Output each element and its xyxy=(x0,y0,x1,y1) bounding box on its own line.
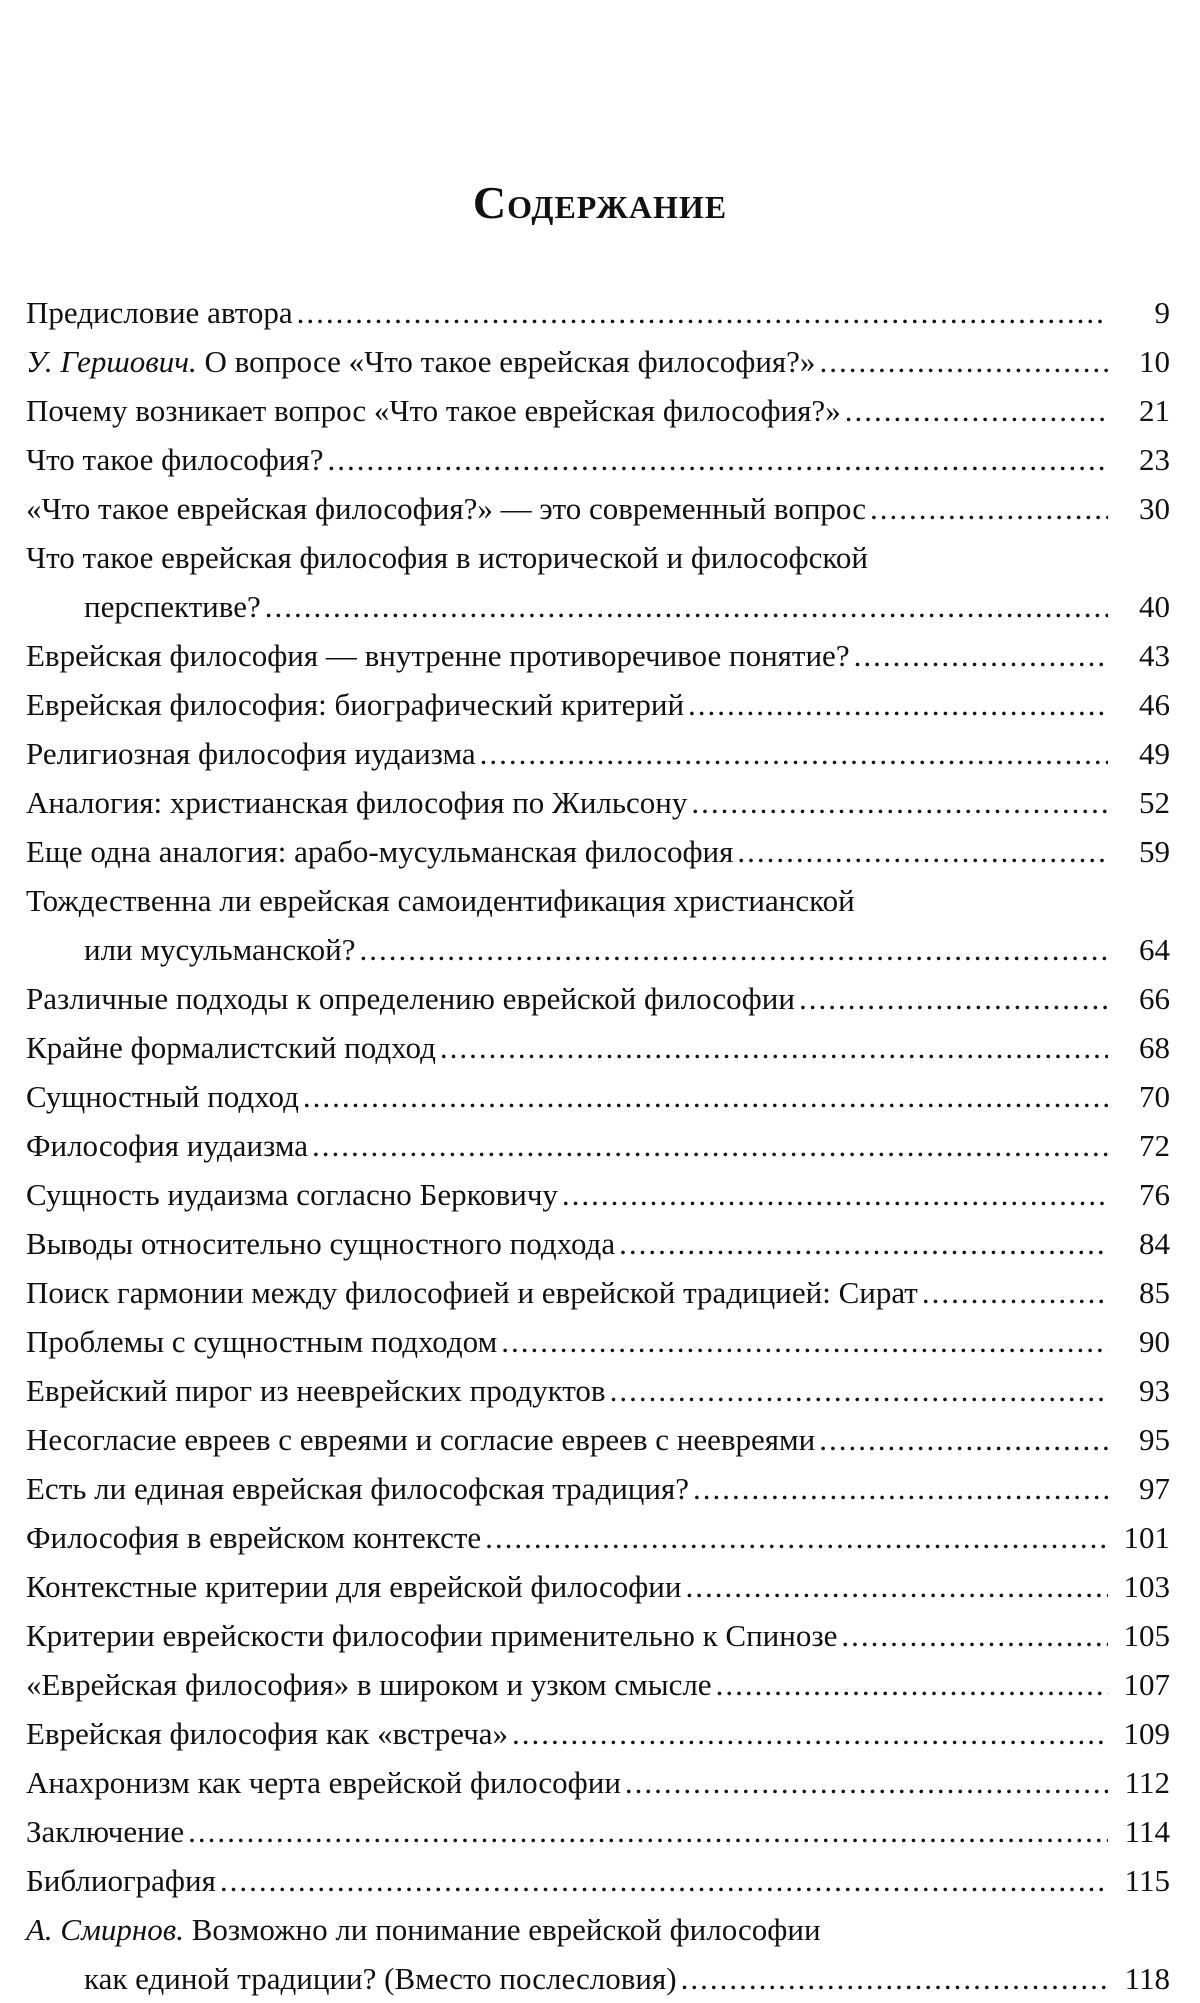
toc-entry-line xyxy=(26,631,1110,680)
dot-leader xyxy=(845,386,1108,435)
dot-leader xyxy=(819,337,1108,386)
toc-entry-title: Еще одна аналогия: арабо-мусульманская философия xyxy=(26,834,734,869)
toc-entry-line xyxy=(26,1464,1110,1513)
toc-entry xyxy=(26,680,1170,729)
toc-entry-label xyxy=(26,386,841,435)
toc-entry-label xyxy=(26,337,815,386)
toc-entry-line xyxy=(26,1611,1110,1660)
toc-entry-label xyxy=(26,778,687,827)
toc-entry-title-line1: Что такое еврейская философия в исторической и философской xyxy=(26,540,868,575)
toc-entry-page-number: 9 xyxy=(1154,295,1170,330)
toc-entry-title: Несогласие евреев с евреями и согласие евреев с неевреями xyxy=(26,1422,816,1457)
toc-entry-page-number: 115 xyxy=(1124,1863,1170,1898)
toc-entry xyxy=(26,827,1170,876)
toc-entry-page-number: 59 xyxy=(1139,834,1170,869)
toc-entry-page-number: 49 xyxy=(1139,736,1170,771)
toc-entry-first-line xyxy=(26,876,1110,925)
toc-entry xyxy=(26,1366,1170,1415)
toc-entry-page-number: 109 xyxy=(1123,1716,1170,1751)
toc-entry-page-number: 101 xyxy=(1123,1520,1170,1555)
toc-entry-title: Заключение xyxy=(26,1814,185,1849)
dot-leader xyxy=(688,680,1108,729)
toc-entry xyxy=(26,1856,1170,1905)
toc-entry-page-number: 84 xyxy=(1139,1226,1170,1261)
toc-entry-line xyxy=(26,337,1110,386)
toc-entry-page-number: 118 xyxy=(1124,1961,1170,1996)
toc-entry-label xyxy=(26,1464,689,1513)
toc-entry-line xyxy=(26,386,1110,435)
toc-entry-title: Что такое философия? xyxy=(26,442,324,477)
dot-leader xyxy=(693,1464,1108,1513)
toc-entry-label xyxy=(26,631,850,680)
toc-entry xyxy=(26,1121,1170,1170)
toc-entry-page-number: 107 xyxy=(1123,1667,1170,1702)
toc-entry-title: или мусульманской? xyxy=(84,932,356,967)
toc-entry xyxy=(26,1513,1170,1562)
toc-entry-line xyxy=(26,1660,1110,1709)
toc-entry-title: Крайне формалистский подход xyxy=(26,1030,436,1065)
dot-leader xyxy=(870,484,1108,533)
toc-entry xyxy=(26,288,1170,337)
toc-entry-label xyxy=(26,1366,606,1415)
toc-entry-label xyxy=(26,1415,815,1464)
toc-entry-label xyxy=(26,1072,299,1121)
toc-entry-line xyxy=(26,1513,1110,1562)
toc-entry-title: Различные подходы к определению еврейской философии xyxy=(26,981,795,1016)
toc-entry-label xyxy=(26,974,795,1023)
toc-entry xyxy=(26,337,1170,386)
toc-entry-label xyxy=(84,582,261,631)
toc-entry-line xyxy=(26,1562,1110,1611)
toc-entry-label xyxy=(84,925,355,974)
toc-entry-title: перспективе? xyxy=(84,589,261,624)
toc-entry xyxy=(26,631,1170,680)
toc-entry-author: У. Гершович. xyxy=(26,344,197,379)
toc-entry-line xyxy=(26,729,1110,778)
dot-leader xyxy=(312,1121,1108,1170)
toc-entry-page-number: 23 xyxy=(1139,442,1170,477)
toc-entry-title: Есть ли единая еврейская философская традиция? xyxy=(26,1471,690,1506)
toc-entry-title: Поиск гармонии между философией и еврейской традицией: Сират xyxy=(26,1275,918,1310)
toc-entry-label xyxy=(26,1268,918,1317)
toc-entry xyxy=(26,1905,1170,2003)
toc-entry xyxy=(26,778,1170,827)
dot-leader xyxy=(610,1366,1108,1415)
toc-entry-line xyxy=(26,1709,1110,1758)
toc-entry-line xyxy=(26,484,1110,533)
toc-entry-label xyxy=(26,1219,615,1268)
toc-entry-title: Еврейский пирог из нееврейских продуктов xyxy=(26,1373,606,1408)
toc-entry-page-number: 85 xyxy=(1139,1275,1170,1310)
toc-entry-page-number: 52 xyxy=(1139,785,1170,820)
dot-leader xyxy=(841,1611,1108,1660)
toc-entry-label xyxy=(26,1170,558,1219)
toc-entry-line xyxy=(26,582,1110,631)
toc-entry xyxy=(26,974,1170,1023)
toc-entry-page-number: 95 xyxy=(1139,1422,1170,1457)
dot-leader xyxy=(737,827,1108,876)
toc-entry-first-line xyxy=(26,1905,1110,1954)
toc-entry-title: Выводы относительно сущностного подхода xyxy=(26,1226,616,1261)
toc-entry-label xyxy=(26,729,476,778)
dot-leader xyxy=(716,1660,1108,1709)
toc-entry xyxy=(26,1317,1170,1366)
toc-entry-page-number: 43 xyxy=(1139,638,1170,673)
dot-leader xyxy=(562,1170,1108,1219)
toc-entry-line xyxy=(26,1856,1110,1905)
toc-entry xyxy=(26,1709,1170,1758)
dot-leader xyxy=(922,1268,1108,1317)
toc-entry-title: Аналогия: христианская философия по Жильсону xyxy=(26,785,688,820)
toc-entry-title: Еврейская философия: биографический критерий xyxy=(26,687,685,722)
toc-entry-page-number: 90 xyxy=(1139,1324,1170,1359)
dot-leader xyxy=(480,729,1108,778)
toc-entry-line xyxy=(26,1758,1110,1807)
toc-entry-label xyxy=(26,1807,184,1856)
toc-entry xyxy=(26,1170,1170,1219)
toc-entry-page-number: 64 xyxy=(1139,932,1170,967)
toc-entry-title: Почему возникает вопрос «Что такое еврейская философия?» xyxy=(26,393,841,428)
toc-entry-page-number: 105 xyxy=(1123,1618,1170,1653)
toc-entry xyxy=(26,1219,1170,1268)
toc-entry-title: «Что такое еврейская философия?» — это современный вопрос xyxy=(26,491,866,526)
toc-entry-line xyxy=(26,1121,1110,1170)
toc-entry-line xyxy=(26,680,1110,729)
toc-entry xyxy=(26,1023,1170,1072)
toc-entry-title: Предисловие автора xyxy=(26,295,293,330)
dot-leader xyxy=(512,1709,1108,1758)
toc-entry-line xyxy=(26,974,1110,1023)
toc-entry-page-number: 97 xyxy=(1139,1471,1170,1506)
toc-entry xyxy=(26,1464,1170,1513)
toc-entry-title: Еврейская философия как «встреча» xyxy=(26,1716,509,1751)
toc-entry-line xyxy=(26,1268,1110,1317)
dot-leader xyxy=(440,1023,1108,1072)
toc-entry-label xyxy=(26,484,866,533)
toc-entry-line xyxy=(26,435,1110,484)
dot-leader xyxy=(297,288,1108,337)
toc-entry-label xyxy=(26,1562,681,1611)
toc-entry-page-number: 21 xyxy=(1139,393,1170,428)
toc-entry-line xyxy=(26,827,1110,876)
toc-entry-label xyxy=(26,435,323,484)
dot-leader xyxy=(854,631,1108,680)
toc-entry-line xyxy=(26,1023,1110,1072)
toc-entry-line xyxy=(26,1317,1110,1366)
table-of-contents xyxy=(26,288,1170,2003)
dot-leader xyxy=(188,1807,1108,1856)
toc-entry-title: Библиография xyxy=(26,1863,216,1898)
toc-entry xyxy=(26,1415,1170,1464)
toc-entry-title: Религиозная философия иудаизма xyxy=(26,736,476,771)
toc-entry-label xyxy=(26,1758,621,1807)
toc-entry-title: Сущностный подход xyxy=(26,1079,299,1114)
toc-entry xyxy=(26,484,1170,533)
toc-entry-line xyxy=(26,1219,1110,1268)
toc-entry-page-number: 72 xyxy=(1139,1128,1170,1163)
toc-entry xyxy=(26,386,1170,435)
dot-leader xyxy=(303,1072,1108,1121)
dot-leader xyxy=(220,1856,1108,1905)
dot-leader xyxy=(819,1415,1108,1464)
toc-entry xyxy=(26,1072,1170,1121)
dot-leader xyxy=(799,974,1108,1023)
toc-entry xyxy=(26,1562,1170,1611)
toc-entry-label xyxy=(26,1513,481,1562)
toc-entry-first-line xyxy=(26,533,1110,582)
toc-entry-label xyxy=(26,288,293,337)
toc-entry-title: Еврейская философия — внутренне противоречивое понятие? xyxy=(26,638,850,673)
toc-entry xyxy=(26,729,1170,778)
toc-entry-title: Анахронизм как черта еврейской философии xyxy=(26,1765,621,1800)
toc-entry-line xyxy=(26,778,1110,827)
toc-entry-line xyxy=(26,925,1110,974)
toc-entry-title: Контекстные критерии для еврейской философии xyxy=(26,1569,682,1604)
dot-leader xyxy=(485,1513,1108,1562)
toc-entry-author: А. Смирнов. xyxy=(26,1912,184,1947)
page-title: Содержание xyxy=(472,177,728,228)
toc-entry-line xyxy=(26,1807,1110,1856)
toc-entry-title: Философия в еврейском контексте xyxy=(26,1520,482,1555)
dot-leader xyxy=(685,1562,1108,1611)
toc-entry-label xyxy=(26,1611,837,1660)
toc-entry xyxy=(26,533,1170,631)
toc-entry xyxy=(26,435,1170,484)
dot-leader xyxy=(691,778,1108,827)
toc-entry-title: Проблемы с сущностным подходом xyxy=(26,1324,498,1359)
toc-entry-page-number: 30 xyxy=(1139,491,1170,526)
toc-entry-label xyxy=(26,1317,497,1366)
toc-entry-title: Сущность иудаизма согласно Берковичу xyxy=(26,1177,558,1212)
dot-leader xyxy=(619,1219,1108,1268)
toc-entry-line xyxy=(26,1415,1110,1464)
toc-entry-page-number: 76 xyxy=(1139,1177,1170,1212)
toc-entry-title: как единой традиции? (Вместо послесловия) xyxy=(84,1961,677,1996)
toc-entry-label xyxy=(26,680,684,729)
toc-entry-page-number: 66 xyxy=(1139,981,1170,1016)
toc-entry-page-number: 46 xyxy=(1139,687,1170,722)
dot-leader xyxy=(265,582,1108,631)
toc-entry-line xyxy=(26,288,1110,337)
toc-entry xyxy=(26,1268,1170,1317)
dot-leader xyxy=(327,435,1108,484)
toc-entry-title: О вопросе «Что такое еврейская философия?» xyxy=(204,344,816,379)
toc-entry-label xyxy=(26,1709,508,1758)
toc-entry-title-line1: Тождественна ли еврейская самоидентификация христианской xyxy=(26,883,855,918)
toc-entry-page-number: 93 xyxy=(1139,1373,1170,1408)
toc-entry-line xyxy=(26,1170,1110,1219)
toc-entry-title: Критерии еврейскости философии применительно к Спинозе xyxy=(26,1618,838,1653)
toc-entry-label xyxy=(26,1121,308,1170)
toc-entry-page-number: 68 xyxy=(1139,1030,1170,1065)
toc-entry-page-number: 103 xyxy=(1123,1569,1170,1604)
toc-entry-label xyxy=(26,1023,436,1072)
toc-entry-page-number: 10 xyxy=(1139,344,1170,379)
toc-entry xyxy=(26,1660,1170,1709)
toc-entry-page-number: 70 xyxy=(1139,1079,1170,1114)
toc-entry-line xyxy=(26,1366,1110,1415)
toc-entry-page-number: 114 xyxy=(1124,1814,1170,1849)
dot-leader xyxy=(501,1317,1108,1366)
toc-entry xyxy=(26,1807,1170,1856)
toc-entry-label xyxy=(26,1856,216,1905)
toc-entry xyxy=(26,1758,1170,1807)
toc-entry-title-line1: Возможно ли понимание еврейской философии xyxy=(191,1912,821,1947)
toc-entry xyxy=(26,1611,1170,1660)
dot-leader xyxy=(359,925,1108,974)
toc-entry-label xyxy=(26,827,733,876)
dot-leader xyxy=(625,1758,1108,1807)
toc-entry-line xyxy=(26,1072,1110,1121)
toc-entry-page-number: 40 xyxy=(1139,589,1170,624)
toc-entry-title: Философия иудаизма xyxy=(26,1128,308,1163)
toc-entry xyxy=(26,876,1170,974)
toc-entry-page-number: 112 xyxy=(1124,1765,1170,1800)
toc-entry-label xyxy=(26,1660,712,1709)
toc-entry-title: «Еврейская философия» в широком и узком смысле xyxy=(26,1667,712,1702)
